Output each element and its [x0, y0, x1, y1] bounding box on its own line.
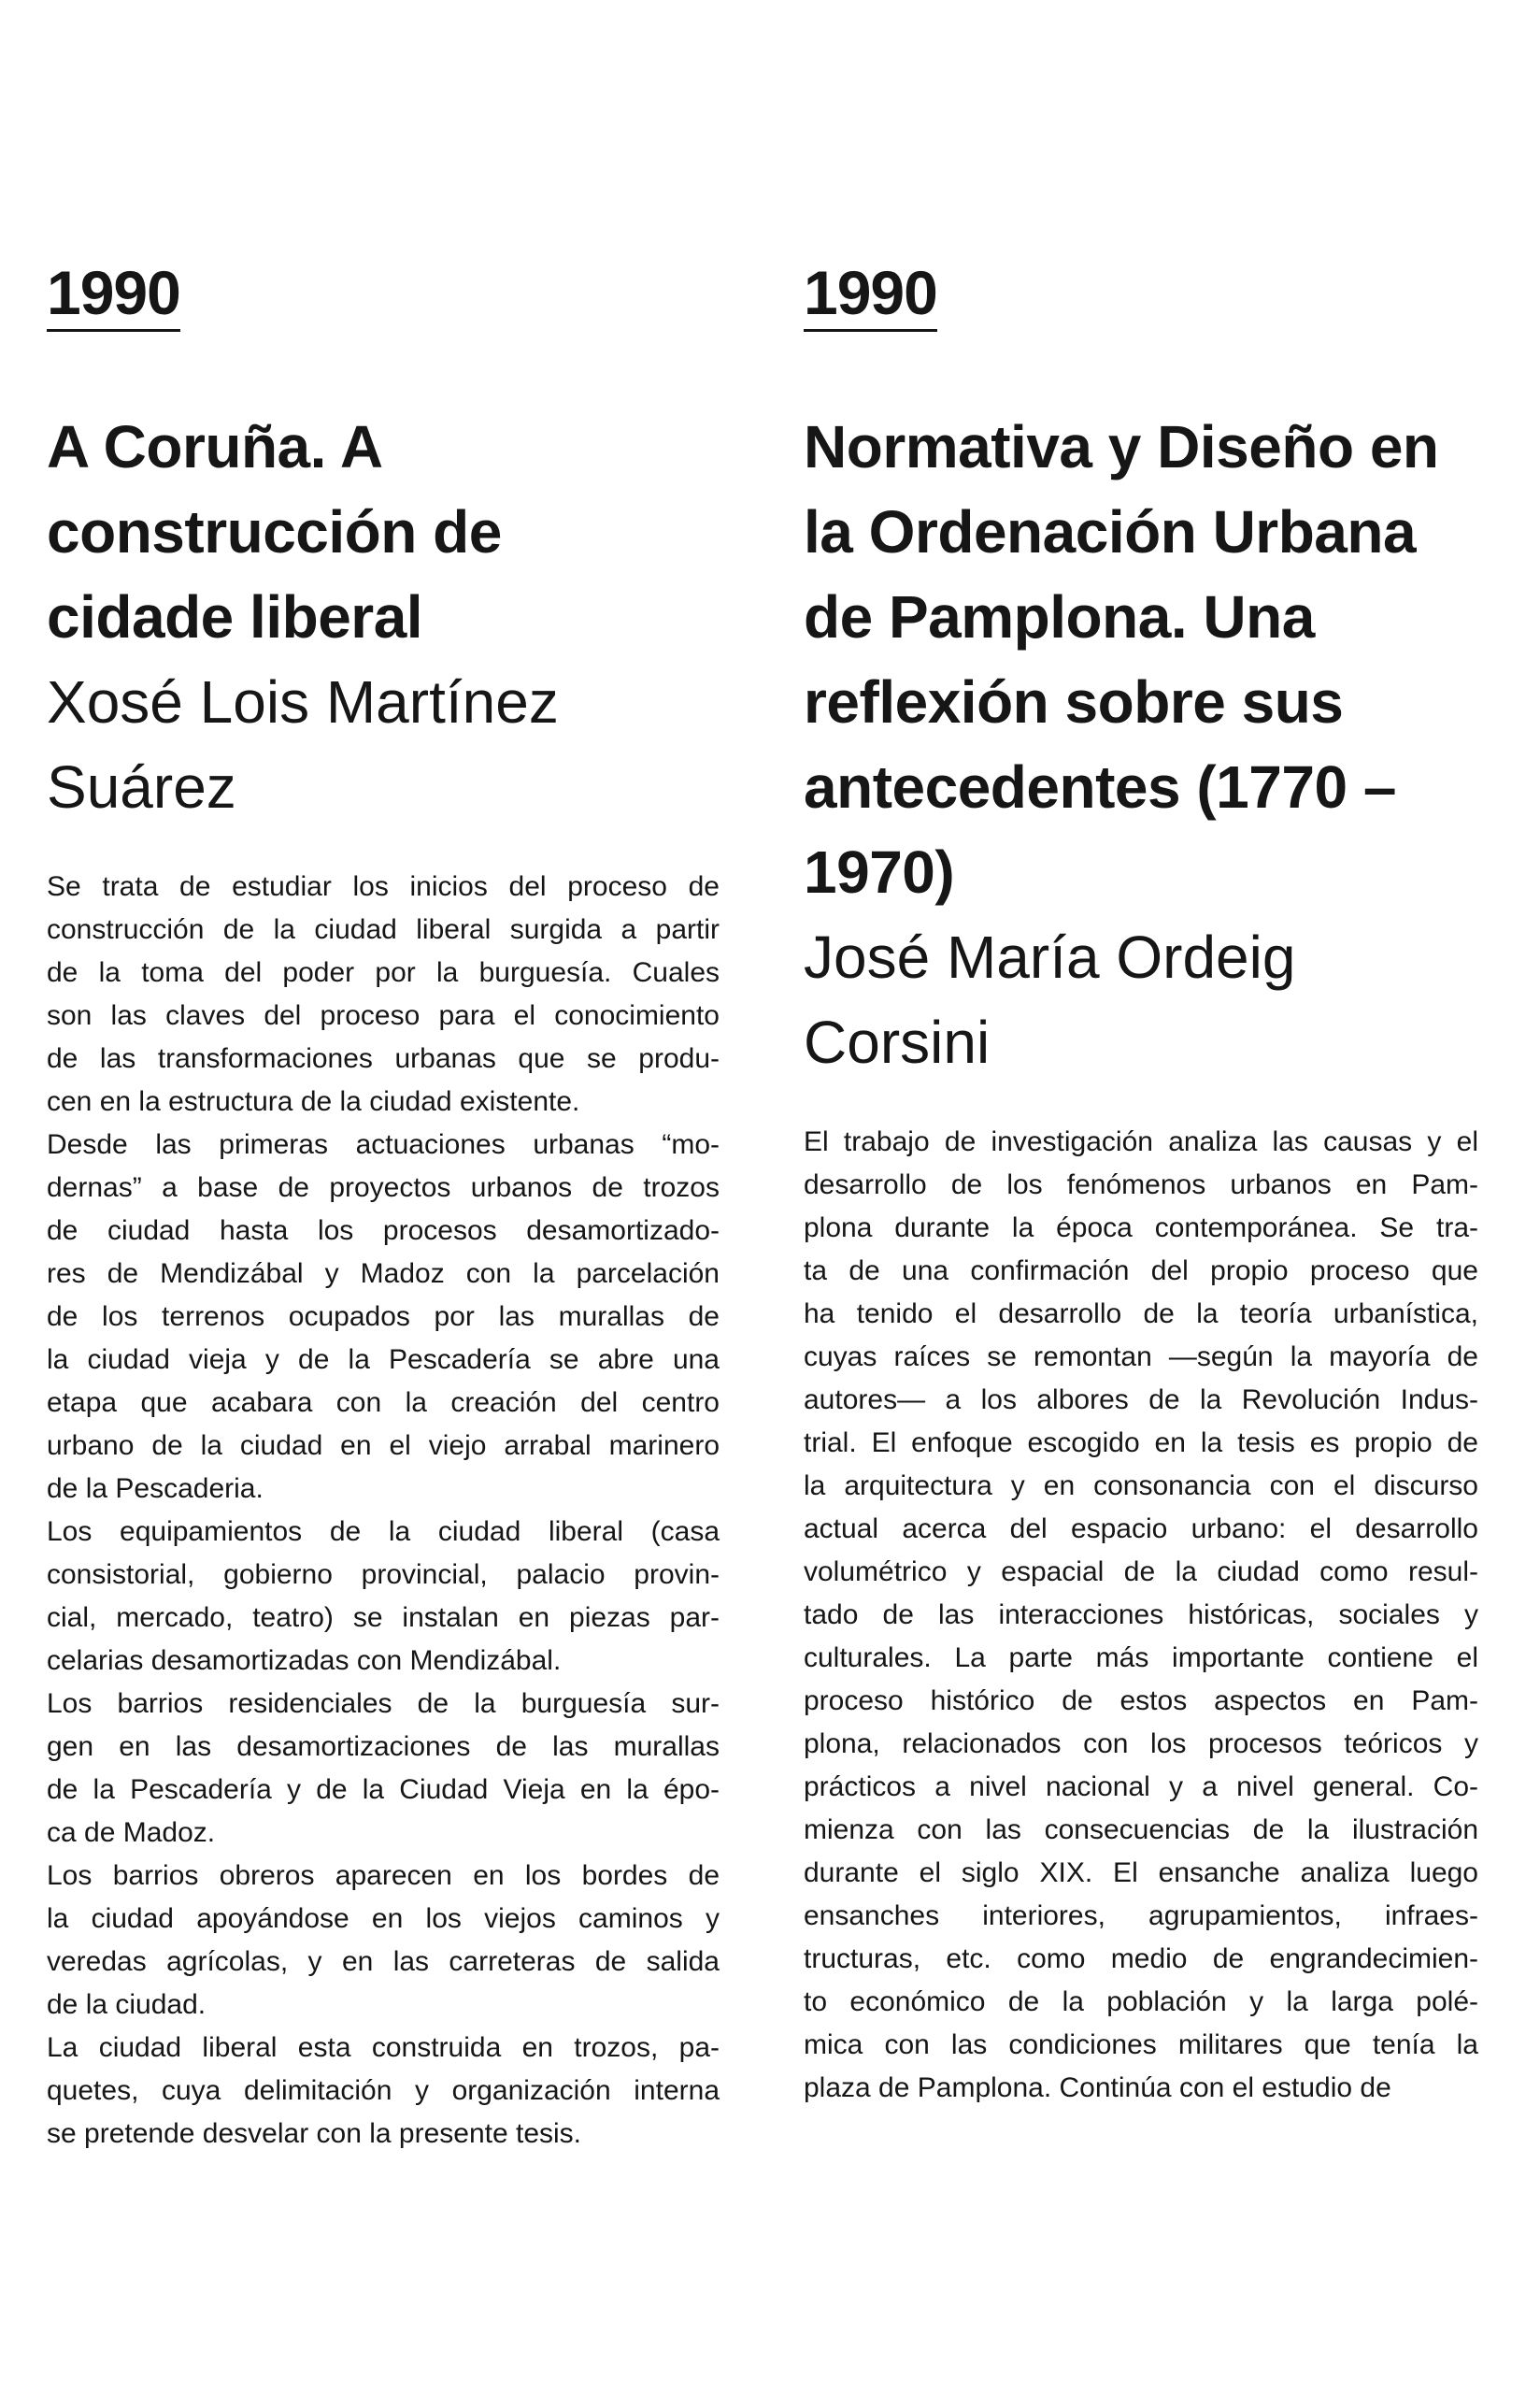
year-heading: 1990: [47, 262, 180, 332]
abstract-line: de la Pescaderia.: [47, 1473, 264, 1504]
title-line: A Coruña. A: [47, 413, 383, 480]
abstract-line: volumétrico y espacial de la ciudad como resul-: [804, 1556, 1478, 1587]
abstract-paragraph: [47, 1511, 720, 1683]
abstract-line: la ciudad apoyándose en los viejos caminos y: [47, 1903, 720, 1934]
abstract-line: prácticos a nivel nacional y a nivel general. Co-: [804, 1771, 1478, 1802]
abstract-line: dernas” a base de proyectos urbanos de trozos: [47, 1172, 720, 1203]
abstract-line: ha tenido el desarrollo de la teoría urbanística,: [804, 1298, 1478, 1329]
abstract-line: de ciudad hasta los procesos desamortizado-: [47, 1215, 720, 1246]
abstract-line: etapa que acabara con la creación del centro: [47, 1387, 720, 1418]
abstract-line: trial. El enfoque escogido en la tesis es propio de: [804, 1427, 1478, 1458]
author-line: Xosé Lois Martínez: [47, 668, 559, 736]
abstract-line: ta de una confirmación del propio proceso que: [804, 1255, 1478, 1286]
title-line: reflexión sobre sus: [804, 668, 1344, 736]
abstract-line: veredas agrícolas, y en las carreteras de salida: [47, 1946, 720, 1977]
abstract-line: de las transformaciones urbanas que se produ-: [47, 1043, 720, 1074]
abstract-line: La ciudad liberal esta construida en trozos, pa-: [47, 2032, 720, 2063]
abstract-paragraph: [47, 1683, 720, 1855]
title-line: Normativa y Diseño en: [804, 413, 1439, 480]
abstract-line: quetes, cuya delimitación y organización interna: [47, 2075, 720, 2106]
abstract-line: gen en las desamortizaciones de las murallas: [47, 1731, 720, 1762]
abstract-paragraph: [47, 1124, 720, 1511]
abstract-line: celarias desamortizadas con Mendizábal.: [47, 1645, 562, 1676]
abstract-line: Se trata de estudiar los inicios del proceso de: [47, 871, 720, 902]
abstract-line: desarrollo de los fenómenos urbanos en Pam-: [804, 1169, 1478, 1200]
abstract-line: urbano de la ciudad en el viejo arrabal marinero: [47, 1430, 720, 1461]
year-heading: 1990: [804, 262, 937, 332]
author-line: José María Ordeig: [804, 924, 1296, 991]
abstract-line: cuyas raíces se remontan —según la mayoría de: [804, 1341, 1478, 1372]
abstract-line: de los terrenos ocupados por las murallas de: [47, 1301, 720, 1332]
title-line: construcción de: [47, 498, 502, 566]
title-line: antecedentes (1770 –: [804, 753, 1396, 821]
left-column: [47, 258, 720, 2156]
abstract-line: ensanches interiores, agrupamientos, infraes-: [804, 1900, 1478, 1931]
title-line: la Ordenación Urbana: [804, 498, 1417, 566]
thesis-abstract: [804, 1121, 1478, 2110]
abstract-paragraph: [47, 1855, 720, 2027]
title-line: 1970): [804, 838, 955, 906]
author-line: Suárez: [47, 753, 236, 821]
abstract-line: mica con las condiciones militares que tenía la: [804, 2029, 1478, 2060]
abstract-line: Los equipamientos de la ciudad liberal (casa: [47, 1516, 720, 1547]
abstract-line: plona, relacionados con los procesos teóricos y: [804, 1728, 1478, 1759]
abstract-line: tructuras, etc. como medio de engrandecimien-: [804, 1943, 1478, 1974]
thesis-title: [47, 405, 720, 660]
abstract-line: se pretende desvelar con la presente tesis.: [47, 2118, 582, 2149]
abstract-line: ca de Madoz.: [47, 1817, 216, 1848]
title-line: cidade liberal: [47, 583, 423, 651]
abstract-paragraph: [47, 2027, 720, 2156]
abstract-line: Los barrios residenciales de la burguesía sur-: [47, 1688, 720, 1719]
abstract-line: autores— a los albores de la Revolución Indus-: [804, 1384, 1478, 1415]
abstract-line: tado de las interacciones históricas, sociales y: [804, 1599, 1478, 1630]
abstract-line: to económico de la población y la larga polé-: [804, 1986, 1478, 2017]
right-column: [804, 258, 1478, 2110]
thesis-abstract: [47, 866, 720, 2156]
abstract-line: proceso histórico de estos aspectos en Pam-: [804, 1685, 1478, 1716]
abstract-paragraph: [47, 866, 720, 1124]
title-line: de Pamplona. Una: [804, 583, 1315, 651]
abstract-line: mienza con las consecuencias de la ilustración: [804, 1814, 1478, 1845]
abstract-line: son las claves del proceso para el conocimiento: [47, 1000, 720, 1031]
abstract-line: de la Pescadería y de la Ciudad Vieja en la épo-: [47, 1774, 720, 1805]
abstract-line: construcción de la ciudad liberal surgida a partir: [47, 914, 720, 945]
abstract-line: res de Mendizábal y Madoz con la parcelación: [47, 1258, 720, 1289]
abstract-line: Desde las primeras actuaciones urbanas “mo-: [47, 1129, 720, 1160]
abstract-line: actual acerca del espacio urbano: el desarrollo: [804, 1513, 1478, 1544]
thesis-author: [47, 660, 720, 830]
abstract-line: culturales. La parte más importante contiene el: [804, 1642, 1478, 1673]
abstract-line: Los barrios obreros aparecen en los bordes de: [47, 1860, 720, 1891]
abstract-line: plona durante la época contemporánea. Se tra-: [804, 1212, 1478, 1243]
abstract-line: durante el siglo XIX. El ensanche analiza luego: [804, 1857, 1478, 1888]
abstract-line: cen en la estructura de la ciudad existente.: [47, 1086, 580, 1117]
abstract-line: de la ciudad.: [47, 1989, 207, 2020]
author-line: Corsini: [804, 1009, 991, 1076]
abstract-line: plaza de Pamplona. Continúa con el estudio de: [804, 2072, 1391, 2103]
abstract-line: consistorial, gobierno provincial, palacio provin-: [47, 1559, 720, 1590]
abstract-line: de la toma del poder por la burguesía. Cuales: [47, 957, 720, 988]
thesis-author: [804, 915, 1478, 1085]
abstract-line: cial, mercado, teatro) se instalan en piezas par-: [47, 1602, 720, 1633]
abstract-line: El trabajo de investigación analiza las causas y el: [804, 1126, 1478, 1157]
abstract-line: la ciudad vieja y de la Pescadería se abre una: [47, 1344, 720, 1375]
abstract-line: la arquitectura y en consonancia con el discurso: [804, 1470, 1478, 1501]
abstract-paragraph: [804, 1121, 1478, 2110]
thesis-title: [804, 405, 1478, 915]
